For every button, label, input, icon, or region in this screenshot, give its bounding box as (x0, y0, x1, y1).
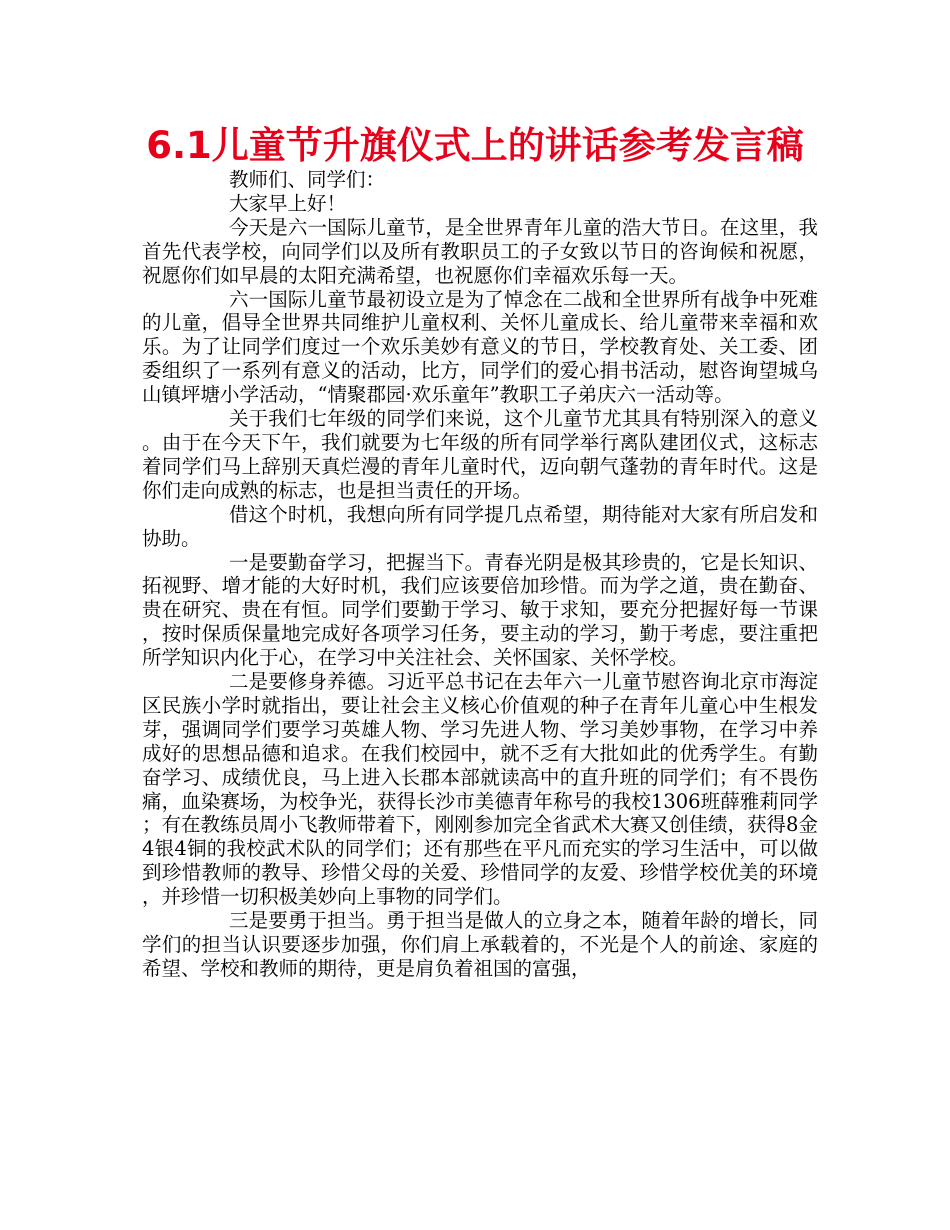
greeting: 大家早上好！ (229, 191, 347, 215)
document-body (142, 168, 818, 981)
paragraph: 今天是六一国际儿童节，是全世界青年儿童的浩大节日。在这里，我首先代表学校，向同学们以及所有教职员工的子女致以节日的咨询候和祝愿，祝愿你们如早晨的太阳充满希望，也祝愿你们幸福欢乐每一天。 (142, 215, 818, 287)
salutation: 教师们、同学们： (229, 168, 386, 191)
paragraph: 借这个时机，我想向所有同学提几点希望，期待能对大家有所启发和协助。 (142, 502, 818, 550)
paragraph: 二是要修身养德。习近平总书记在去年六一儿童节慰咨询北京市海淀区民族小学时就指出，要让社会主义核心价值观的种子在青年儿童心中生根发芽，强调同学们要学习英雄人物、学习先进人物、学习美妙事物，在学习中养成好的思想品德和追求。在我们校园中，就不乏有大批如此的优秀学生。有勤奋学习、成绩优良，马上进入长郡本部就读高中的直升班的同学们；有不畏伤痛，血染赛场，为校争光，获得长沙市美德青年称号的我校1306班薛雅莉同学；有在教练员周小飞教师带着下，刚刚参加完全省武术大赛又创佳绩，获得8金4银4铜的我校武术队的同学们；还有那些在平凡而充实的学习生活中，可以做到珍惜教师的教导、珍惜父母的关爱、珍惜同学的友爱、珍惜学校优美的环境，并珍惜一切积极美妙向上事物的同学们。 (142, 670, 818, 909)
paragraph: 六一国际儿童节最初设立是为了悼念在二战和全世界所有战争中死难的儿童，倡导全世界共同维护儿童权利、关怀儿童成长、给儿童带来幸福和欢乐。为了让同学们度过一个欢乐美妙有意义的节日，学校教育处、关工委、团委组织了一系列有意义的活动，比方，同学们的爱心捐书活动，慰咨询望城乌山镇坪塘小学活动，“情聚郡园·欢乐童年”教职工子弟庆六一活动等。 (142, 287, 818, 407)
paragraph: 三是要勇于担当。勇于担当是做人的立身之本，随着年龄的增长，同学们的担当认识要逐步加强，你们肩上承载着的，不光是个人的前途、家庭的希望、学校和教师的期待，更是肩负着祖国的富强， (142, 909, 818, 980)
document-title: 6.1儿童节升旗仪式上的讲话参考发言稿 (146, 124, 804, 167)
paragraph: 关于我们七年级的同学们来说，这个儿童节尤其具有特别深入的意义。由于在今天下午，我们就要为七年级的所有同学举行离队建团仪式，这标志着同学们马上辞别天真烂漫的青年儿童时代，迈向朝气蓬勃的青年时代。这是你们走向成熟的标志，也是担当责任的开场。 (142, 407, 818, 502)
paragraph: 一是要勤奋学习，把握当下。青春光阴是极其珍贵的，它是长知识、拓视野、增才能的大好时机，我们应该要倍加珍惜。而为学之道，贵在勤奋、贵在研究、贵在有恒。同学们要勤于学习、敏于求知，要充分把握好每一节课，按时保质保量地完成好各项学习任务，要主动的学习，勤于考虑，要注重把所学知识内化于心，在学习中关注社会、关怀国家、关怀学校。 (142, 550, 818, 670)
